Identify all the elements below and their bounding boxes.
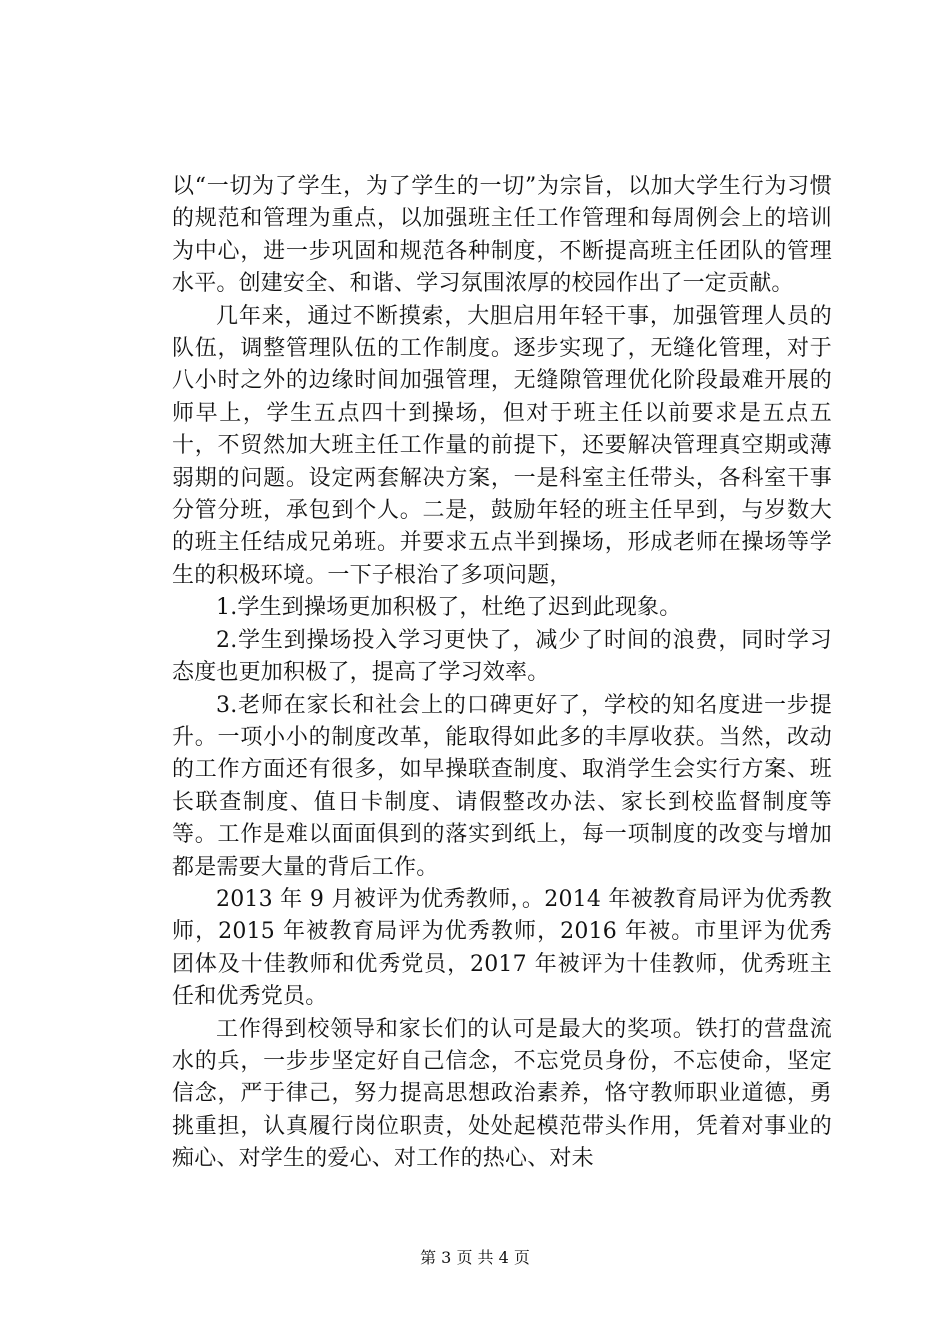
paragraph-management-reform: 几年来，通过不断摸索，大胆启用年轻干事，加强管理人员的队伍，调整管理队伍的工作制度。逐步实现了，无缝化管理，对于八小时之外的边缘时间加强管理，无缝隙管理优化阶段最难开展的师早上，学生五点四十到操场，但对于班主任以前要求是五点五十，不贸然加大班主任工作量的前提下，还要解决管理真空期或薄弱期的问题。设定两套解决方案，一是科室主任带头，各科室干事分管分班，承包到个人。二是，鼓励年轻的班主任早到，与岁数大的班主任结成兄弟班。并要求五点半到操场，形成老师在操场等学生的积极环境。一下子根治了多项问题， [172, 303, 832, 588]
list-item-result-2: 2.学生到操场投入学习更快了，减少了时间的浪费，同时学习态度也更加积极了，提高了学习效率。 [172, 627, 832, 686]
page-number-footer: 第 3 页 共 4 页 [420, 1248, 530, 1267]
paragraph-mission: 以“一切为了学生，为了学生的一切”为宗旨，以加大学生行为习惯的规范和管理为重点，以加强班主任工作管理和每周例会上的培训为中心，进一步巩固和规范各种制度，不断提高班主任团队的管理水平。创建安全、和谐、学习氛围浓厚的校园作出了一定贡献。 [172, 174, 832, 297]
paragraph-awards: 2013 年 9 月被评为优秀教师，。2014 年被教育局评为优秀教师，2015 年被教育局评为优秀教师，2016 年被。市里评为优秀团体及十佳教师和优秀党员，2017 年被评为十佳教师，优秀班主任和优秀党员。 [172, 886, 832, 1010]
list-item-result-3: 3.老师在家长和社会上的口碑更好了，学校的知名度进一步提升。一项小小的制度改革，能取得如此多的丰厚收获。当然，改动的工作方面还有很多，如早操联查制度、取消学生会实行方案、班长联查制度、值日卡制度、请假整改办法、家长到校监督制度等等。工作是难以面面俱到的落实到纸上，每一项制度的改变与增加都是需要大量的背后工作。 [172, 692, 832, 880]
paragraph-recognition: 工作得到校领导和家长们的认可是最大的奖项。铁打的营盘流水的兵，一步步坚定好自己信念，不忘党员身份，不忘使命，坚定信念，严于律己，努力提高思想政治素养，恪守教师职业道德，勇挑重担，认真履行岗位职责，处处起模范带头作用，凭着对事业的痴心、对学生的爱心、对工作的热心、对未 [172, 1016, 832, 1172]
list-item-result-1: 1.学生到操场更加积极了，杜绝了迟到此现象。 [216, 595, 682, 621]
document-body [172, 171, 832, 1176]
